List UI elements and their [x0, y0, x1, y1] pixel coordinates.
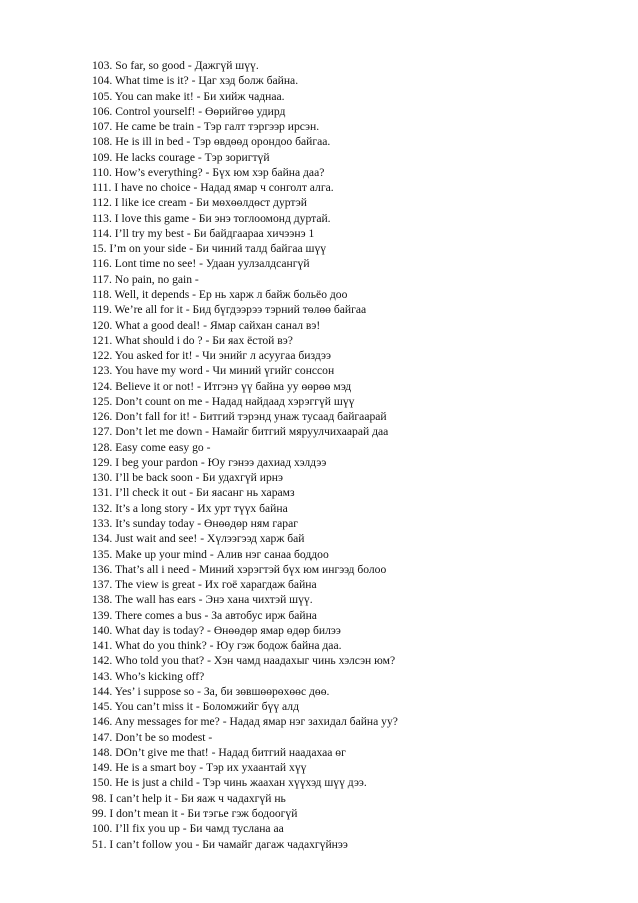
phrase-line: 147. Don’t be so modest - — [92, 730, 213, 744]
phrase-line: 106. Control yourself! - Өөрийгөө удирд — [92, 104, 286, 118]
phrase-line: 148. DOn’t give me that! - Надад битгий наадахаа өг — [92, 745, 346, 759]
phrase-line: 129. I beg your pardon - Юу гэнээ дахиад хэлдээ — [92, 455, 327, 469]
phrase-line: 144. Yes’ i suppose so - За, би зөвшөөрөхөөс дөө. — [92, 684, 330, 698]
phrase-line: 145. You can’t miss it - Боломжийг бүү алд — [92, 700, 299, 714]
phrase-line: 105. You can make it! - Би хийж чаднаа. — [92, 89, 285, 103]
phrase-line: 116. Lont time no see! - Удаан уулзалдсангүй — [92, 257, 310, 271]
phrase-line: 117. No pain, no gain - — [92, 272, 199, 286]
phrase-line: 149. He is a smart boy - Тэр их ухаантай хүү — [92, 761, 307, 775]
phrase-line: 137. The view is great - Их гоё харагдаж байна — [92, 578, 317, 592]
phrase-line: 108. He is ill in bed - Тэр өвдөөд орондоо байгаа. — [92, 135, 331, 149]
phrase-line: 131. I’ll check it out - Би яасанг нь харамз — [92, 486, 295, 500]
phrase-line: 123. You have my word - Чи миний үгийг сонссон — [92, 364, 335, 378]
phrase-line: 121. What should i do ? - Би яах ёстой вэ? — [92, 333, 293, 347]
phrase-line: 134. Just wait and see! - Хүлээгээд харж бай — [92, 532, 305, 546]
phrase-line: 125. Don’t count on me - Надад найдаад хэрэггүй шүү — [92, 394, 355, 408]
phrase-line: 103. So far, so good - Дажгүй шүү. — [92, 59, 259, 72]
phrase-line: 113. I love this game - Би энэ тоглоомонд дуртай. — [92, 211, 331, 225]
phrase-line: 130. I’ll be back soon - Би удахгүй ирнэ — [92, 471, 283, 485]
phrase-line: 109. He lacks courage - Тэр зоригтүй — [92, 150, 270, 164]
phrase-line: 98. I can’t help it - Би яаж ч чадахгүй нь — [92, 791, 286, 805]
phrase-line: 133. It’s sunday today - Өнөөдөр ням гараг — [92, 516, 298, 530]
phrase-line: 136. That’s all i need - Миний хэрэгтэй бүх юм ингээд болоо — [92, 562, 387, 576]
phrase-line: 114. I’ll try my best - Би байдгаараа хичээнэ 1 — [92, 226, 315, 240]
phrase-line: 15. I’m on your side - Би чиний талд байгаа шүү — [92, 242, 327, 256]
phrase-line: 107. He came be train - Тэр галт тэргээр ирсэн. — [92, 120, 320, 134]
phrase-line: 140. What day is today? - Өнөөдөр ямар өдөр билээ — [92, 623, 341, 637]
phrase-line: 104. What time is it? - Цаг хэд болж байна. — [92, 74, 299, 88]
phrase-list — [92, 58, 612, 852]
phrase-line: 99. I don’t mean it - Би тэгье гэж бодоогүй — [92, 807, 298, 821]
phrase-line: 110. How’s everything? - Бүх юм хэр байна даа? — [92, 165, 325, 179]
phrase-line: 132. It’s a long story - Их урт түүх байна — [92, 501, 288, 515]
phrase-line: 100. I’ll fix you up - Би чамд туслана аа — [92, 822, 284, 836]
phrase-line: 139. There comes a bus - За автобус ирж байна — [92, 608, 317, 622]
phrase-line: 118. Well, it depends - Ер нь харж л байж больёо доо — [92, 287, 348, 301]
phrase-line: 146. Any messages for me? - Надад ямар нэг захидал байна уу? — [92, 715, 398, 729]
phrase-line: 124. Believe it or not! - Итгэнэ үү байна уу өөрөө мэд — [92, 379, 352, 393]
phrase-line: 127. Don’t let me down - Намайг битгий мяруулчихаарай даа — [92, 425, 389, 439]
phrase-line: 142. Who told you that? - Хэн чамд наадахыг чинь хэлсэн юм? — [92, 654, 396, 668]
phrase-line: 119. We’re all for it - Бид бүгдээрээ тэрний төлөө байгаа — [92, 303, 367, 317]
phrase-line: 150. He is just a child - Тэр чинь жаахан хүүхэд шүү дээ. — [92, 776, 367, 790]
phrase-line: 112. I like ice cream - Би мөхөөлдөст дуртэй — [92, 196, 307, 210]
phrase-line: 143. Who’s kicking off? — [92, 669, 205, 683]
phrase-line: 141. What do you think? - Юу гэж бодож байна даа. — [92, 639, 342, 653]
phrase-line: 120. What a good deal! - Ямар сайхан санал вэ! — [92, 318, 321, 332]
phrase-line: 51. I can’t follow you - Би чамайг дагаж чадахгүйнээ — [92, 837, 348, 851]
phrase-line: 126. Don’t fall for it! - Битгий тэрэнд унаж тусаад байгаарай — [92, 410, 387, 424]
phrase-line: 111. I have no choice - Надад ямар ч сонголт алга. — [92, 181, 334, 195]
phrase-line: 138. The wall has ears - Энэ хана чихтэй шүү. — [92, 593, 313, 607]
phrase-line: 128. Easy come easy go - — [92, 440, 211, 454]
phrase-line: 122. You asked for it! - Чи энийг л асуугаа биздээ — [92, 349, 331, 363]
phrase-line: 135. Make up your mind - Алив нэг санаа боддоо — [92, 547, 329, 561]
